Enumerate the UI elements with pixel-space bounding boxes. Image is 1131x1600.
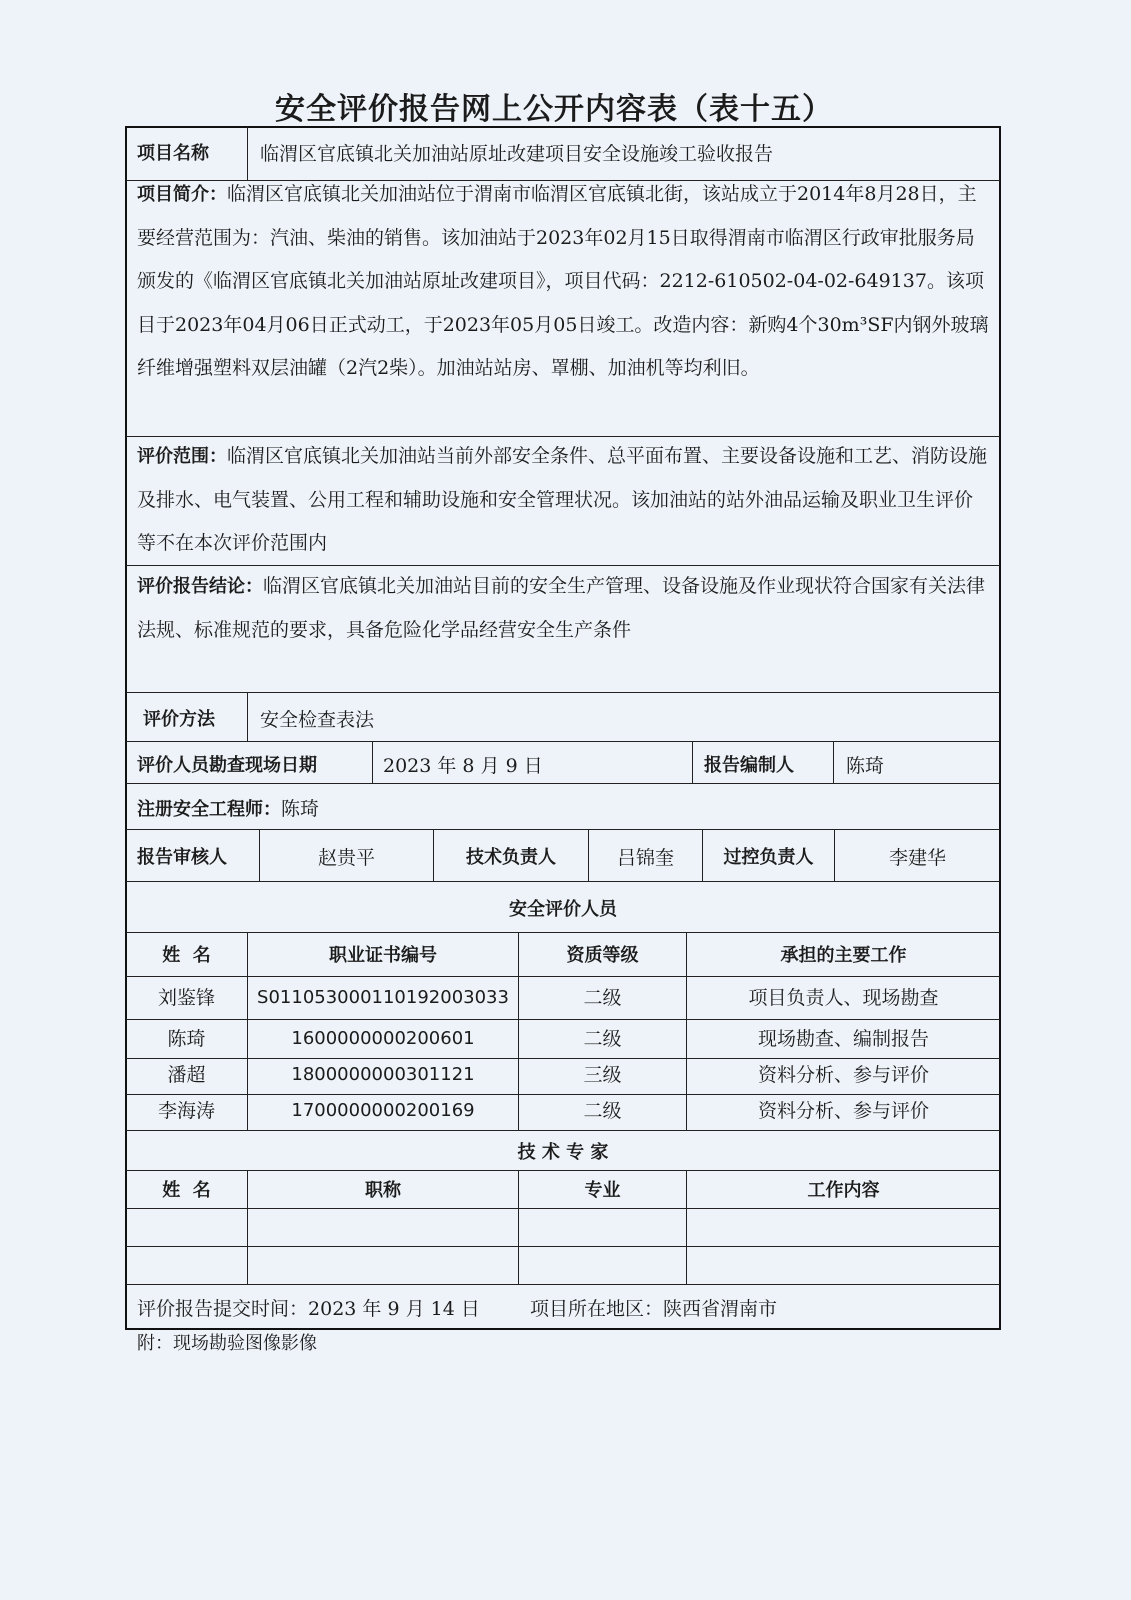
project-location-value: 陕西省渭南市 — [663, 1298, 778, 1320]
experts-header-name: 姓 名 — [162, 1180, 211, 1201]
row-divider — [126, 1170, 1000, 1171]
eval-conclusion — [137, 565, 991, 652]
experts-heading: 技 术 专 家 — [517, 1142, 609, 1163]
personnel-work: 项目负责人、现场勘查 — [748, 987, 939, 1009]
tech-lead-label: 技术负责人 — [466, 847, 556, 868]
row-divider — [126, 1019, 1000, 1020]
row-divider — [126, 1094, 1000, 1095]
project-intro-text: 临渭区官底镇北关加油站位于渭南市临渭区官底镇北街，该站成立于2014年8月28日，主要经营范围为：汽油、柴油的销售。该加油站于2023年02月15日取得渭南市临渭区行政审批服务局颁发的《临渭区官底镇北关加油站原址改建项目》，项目代码：2212-610502-04-02-649137。该项目于2023年04月06日正式动工，于2023年05月05日竣工。改造内容：新购4个30m³SF内钢外玻璃纤维增强塑料双层油罐（2汽2柴）。加油站站房、罩棚、加油机等均利旧。 — [137, 183, 989, 379]
personnel-grade: 三级 — [583, 1064, 622, 1086]
personnel-cert: 1800000000301121 — [291, 1064, 475, 1085]
eval-conclusion-text: 临渭区官底镇北关加油站目前的安全生产管理、设备设施及作业现状符合国家有关法律法规、标准规范的要求，具备危险化学品经营安全生产条件 — [137, 575, 986, 641]
report-author-label: 报告编制人 — [704, 755, 794, 776]
survey-date-label: 评价人员勘查现场日期 — [137, 755, 317, 776]
row-divider — [126, 1208, 1000, 1209]
personnel-header-cert: 职业证书编号 — [329, 945, 437, 966]
experts-header-work: 工作内容 — [807, 1180, 880, 1201]
col-divider — [833, 741, 834, 783]
submit-time-label: 评价报告提交时间： — [137, 1298, 309, 1320]
project-name-value: 临渭区官底镇北关加油站原址改建项目安全设施竣工验收报告 — [260, 143, 774, 165]
engineer-label: 注册安全工程师： — [137, 799, 281, 820]
personnel-grade: 二级 — [583, 987, 622, 1009]
personnel-cert: 1600000000200601 — [291, 1028, 475, 1049]
project-intro — [137, 173, 991, 391]
personnel-work: 资料分析、参与评价 — [757, 1100, 929, 1122]
col-divider — [247, 692, 248, 741]
personnel-cert: 1700000000200169 — [291, 1100, 475, 1121]
submit-time — [137, 1295, 480, 1323]
experts-header-specialty: 专业 — [584, 1180, 621, 1201]
survey-date-value: 2023 年 8 月 9 日 — [383, 755, 543, 777]
eval-conclusion-label: 评价报告结论： — [137, 576, 263, 597]
reviewer-value: 赵贵平 — [317, 847, 375, 869]
submit-time-value: 2023 年 9 月 14 日 — [308, 1298, 480, 1320]
row-divider — [126, 932, 1000, 933]
row-divider — [126, 829, 1000, 830]
personnel-header-work: 承担的主要工作 — [780, 945, 907, 966]
report-author-value: 陈琦 — [846, 755, 885, 777]
eval-method-label: 评价方法 — [143, 709, 215, 730]
row-divider — [126, 783, 1000, 784]
experts-header-title: 职称 — [365, 1180, 401, 1201]
row-divider — [126, 741, 1000, 742]
project-intro-label: 项目简介： — [137, 184, 227, 205]
row-divider — [126, 1246, 1000, 1247]
project-location-label: 项目所在地区： — [530, 1298, 664, 1320]
row-divider — [126, 692, 1000, 693]
eval-method-value: 安全检查表法 — [260, 709, 375, 731]
personnel-name: 潘超 — [167, 1064, 206, 1086]
attachment-note: 附：现场勘验图像影像 — [137, 1333, 317, 1354]
tech-lead-value: 吕锦奎 — [616, 847, 674, 869]
personnel-heading: 安全评价人员 — [509, 899, 617, 920]
personnel-name: 李海涛 — [157, 1100, 215, 1122]
personnel-work: 资料分析、参与评价 — [757, 1064, 929, 1086]
engineer-row — [137, 795, 319, 824]
personnel-work: 现场勘查、编制报告 — [757, 1028, 929, 1050]
personnel-name: 刘鉴锋 — [157, 987, 215, 1009]
project-name-label: 项目名称 — [137, 143, 209, 164]
process-lead-label: 过控负责人 — [723, 847, 814, 868]
process-lead-value: 李建华 — [888, 847, 946, 869]
personnel-grade: 二级 — [583, 1100, 622, 1122]
personnel-header-name: 姓 名 — [162, 945, 211, 966]
row-divider — [126, 1130, 1000, 1131]
row-divider — [126, 1058, 1000, 1059]
project-location — [530, 1295, 777, 1323]
reviewer-label: 报告审核人 — [137, 847, 227, 868]
personnel-name: 陈琦 — [167, 1028, 206, 1050]
personnel-grade: 二级 — [583, 1028, 622, 1050]
row-divider — [126, 881, 1000, 882]
row-divider — [126, 976, 1000, 977]
eval-scope — [137, 435, 991, 566]
personnel-cert: S011053000110192003033 — [257, 987, 509, 1008]
engineer-value: 陈琦 — [281, 798, 320, 820]
page-title: 安全评价报告网上公开内容表（表十五） — [275, 92, 833, 127]
eval-scope-text: 临渭区官底镇北关加油站当前外部安全条件、总平面布置、主要设备设施和工艺、消防设施及排水、电气装置、公用工程和辅助设施和安全管理状况。该加油站的站外油品运输及职业卫生评价等不在本次评价范围内 — [137, 445, 988, 554]
col-divider — [692, 741, 693, 783]
eval-scope-label: 评价范围： — [137, 446, 227, 467]
col-divider — [372, 741, 373, 783]
personnel-header-grade: 资质等级 — [566, 945, 639, 966]
row-divider — [126, 1284, 1000, 1285]
